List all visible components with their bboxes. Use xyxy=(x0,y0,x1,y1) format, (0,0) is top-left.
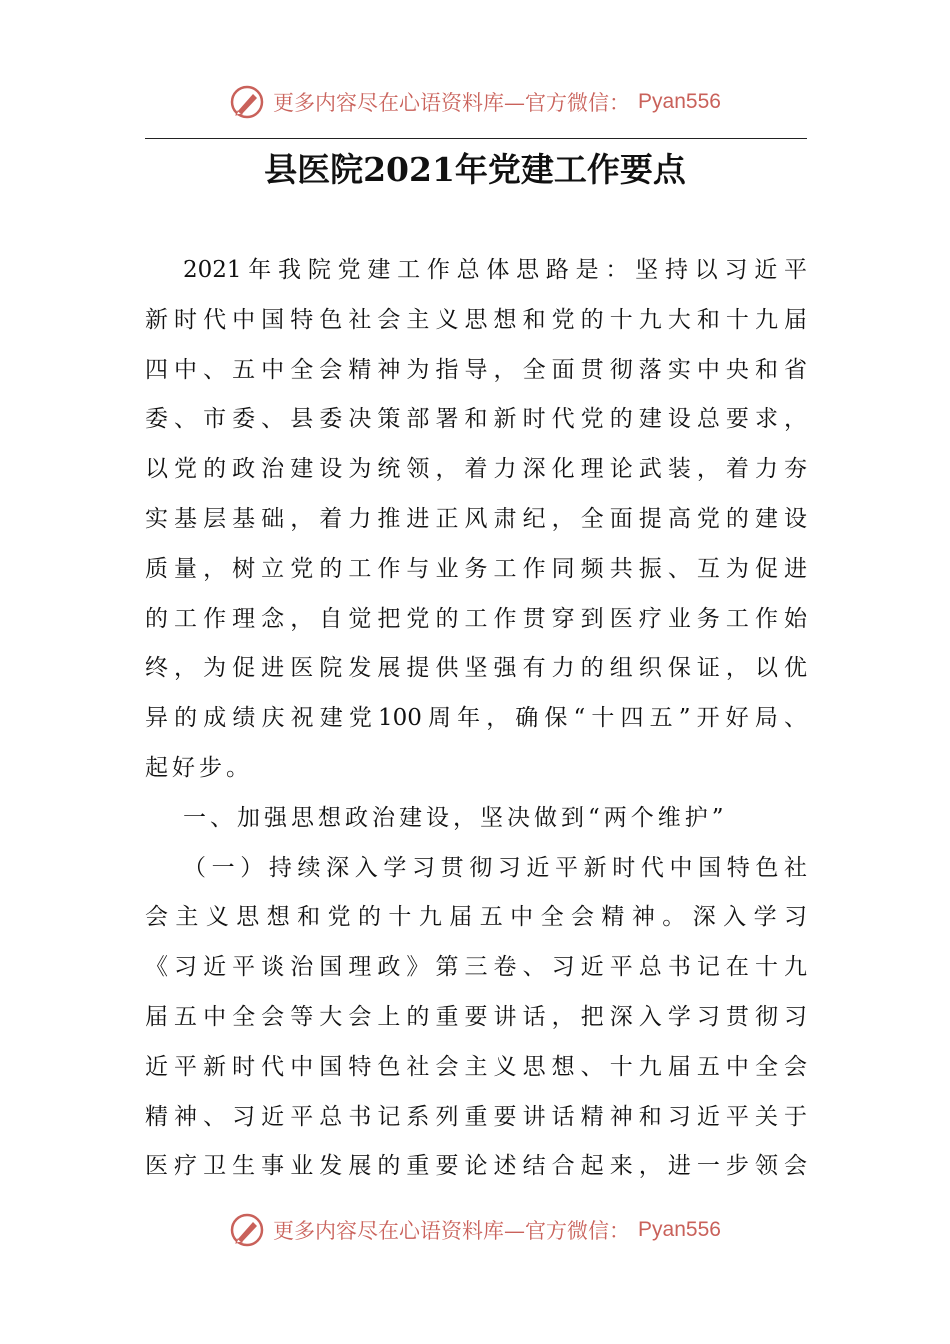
header-watermark xyxy=(0,82,950,122)
footer-watermark xyxy=(0,1210,950,1250)
body-line: 会主义思想和党的十九届五中全会精神。深入学习 xyxy=(145,904,807,931)
subsection-heading: （一）持续深入学习贯彻习近平新时代中国特色社 xyxy=(183,854,807,881)
body-line: 2021年我院党建工作总体思路是：坚持以习近平 xyxy=(183,257,807,283)
watermark-text: 更多内容尽在心语资料库—官方微信： xyxy=(273,1219,631,1243)
body-line: 《习近平谈治国理政》第三卷、习近平总书记在十九 xyxy=(145,954,807,981)
body-line: 医疗卫生事业发展的重要论述结合起来，进一步领会 xyxy=(145,1153,807,1180)
pen-circle-icon xyxy=(229,84,265,120)
body-line: 质量，树立党的工作与业务工作同频共振、互为促进 xyxy=(145,555,807,582)
pen-circle-icon xyxy=(229,1212,265,1248)
body-line: 起好步。 xyxy=(145,754,253,781)
body-line: 近平新时代中国特色社会主义思想、十九届五中全会 xyxy=(145,1053,807,1080)
watermark-text: 更多内容尽在心语资料库—官方微信： xyxy=(273,91,631,115)
body-line: 以党的政治建设为统领，着力深化理论武装，着力夯 xyxy=(145,456,807,483)
document-body xyxy=(145,246,807,1192)
body-line: 四中、五中全会精神为指导，全面贯彻落实中央和省 xyxy=(145,356,807,383)
header-rule xyxy=(145,138,807,139)
document-title: 县医院2021年党建工作要点 xyxy=(264,150,686,189)
body-line: 精神、习近平总书记系列重要讲话精神和习近平关于 xyxy=(145,1103,807,1130)
body-line: 实基层基础，着力推进正风肃纪，全面提高党的建设 xyxy=(145,505,807,532)
body-line: 的工作理念，自觉把党的工作贯穿到医疗业务工作始 xyxy=(145,605,807,632)
body-line: 届五中全会等大会上的重要讲话，把深入学习贯彻习 xyxy=(145,1003,807,1030)
body-line: 委、市委、县委决策部署和新时代党的建设总要求， xyxy=(145,406,807,433)
section-heading: 一、加强思想政治建设，坚决做到“两个维护” xyxy=(183,804,728,831)
body-line: 异的成绩庆祝建党100周年，确保“十四五”开好局、 xyxy=(145,705,807,732)
watermark-wechat-id: Pyan556 xyxy=(638,90,721,113)
body-line: 新时代中国特色社会主义思想和党的十九大和十九届 xyxy=(145,306,807,333)
watermark-wechat-id: Pyan556 xyxy=(638,1218,721,1241)
body-line: 终，为促进医院发展提供坚强有力的组织保证，以优 xyxy=(145,655,807,682)
